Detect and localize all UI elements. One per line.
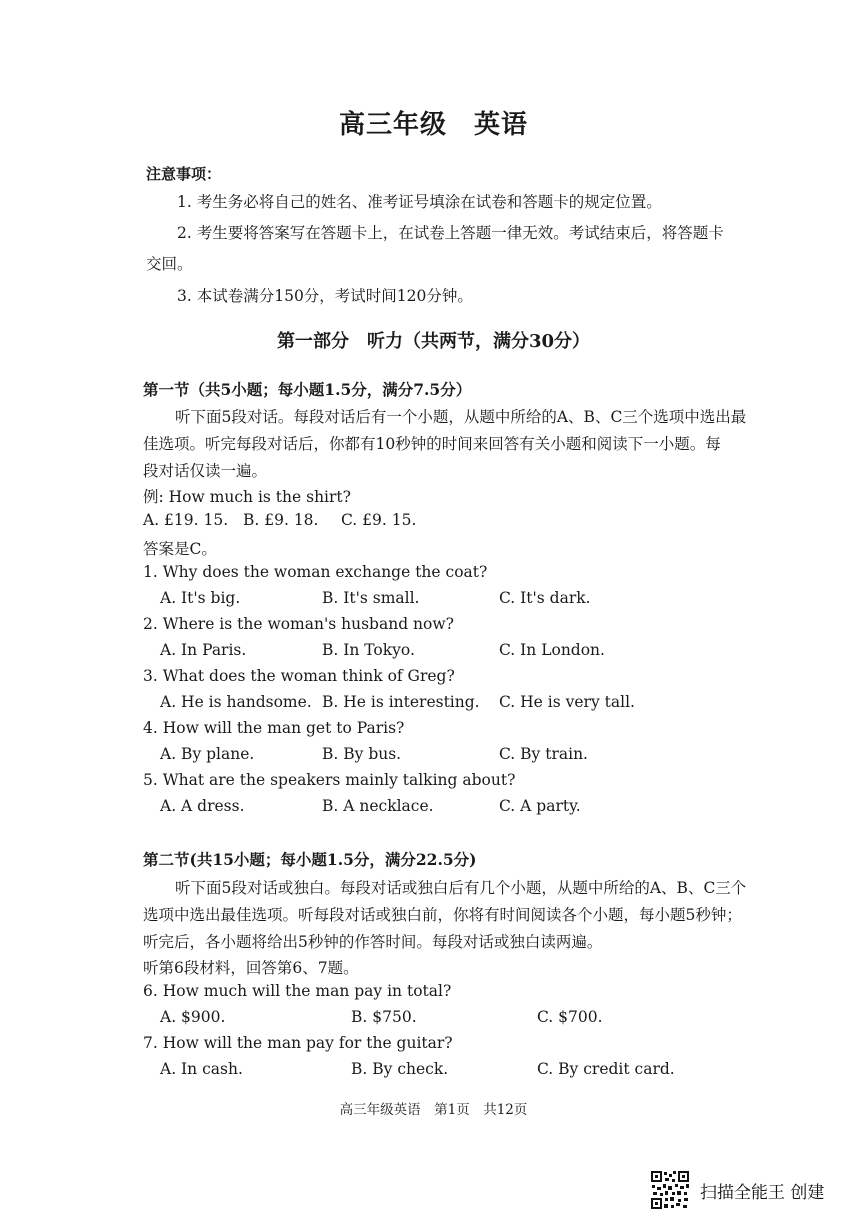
notice-item-1: 1. 考生务必将自己的姓名、准考证号填涂在试卷和答题卡的规定位置。: [177, 193, 662, 211]
notice-item-2: 2. 考生要将答案写在答题卡上，在试卷上答题一律无效。考试结束后，将答题卡: [177, 224, 724, 242]
q5-option-b: B. A necklace.: [322, 797, 434, 815]
qr-code-icon: [650, 1170, 690, 1210]
scanner-watermark: [650, 1170, 824, 1210]
section-one-heading: 第一节（共5小题；每小题1.5分，满分7.5分）: [143, 380, 472, 399]
question-5: 5. What are the speakers mainly talking about?: [143, 771, 516, 789]
q2-option-c: C. In London.: [499, 641, 605, 659]
question-4: 4. How will the man get to Paris?: [143, 719, 405, 737]
section-two-instruction-3: 听完后，各小题将给出5秒钟的作答时间。每段对话或独白读两遍。: [143, 933, 603, 951]
notice-heading: 注意事项：: [146, 165, 222, 183]
example-option-c: C. £9. 15.: [341, 511, 417, 529]
question-1: 1. Why does the woman exchange the coat?: [143, 563, 488, 581]
notice-item-2-cont: 交回。: [146, 255, 193, 273]
q3-option-a: A. He is handsome.: [160, 693, 312, 711]
q4-option-b: B. By bus.: [322, 745, 402, 763]
q7-option-b: B. By check.: [351, 1060, 449, 1078]
example-question: 例: How much is the shirt?: [143, 488, 351, 506]
q5-option-a: A. A dress.: [160, 797, 245, 815]
q3-option-b: B. He is interesting.: [322, 693, 480, 711]
q6-option-c: C. $700.: [537, 1008, 603, 1026]
section-one-instruction-1: 听下面5段对话。每段对话后有一个小题，从题中所给的A、B、C三个选项中选出最: [175, 408, 747, 426]
q1-option-a: A. It's big.: [160, 589, 241, 607]
section-one-instruction-3: 段对话仅读一遍。: [143, 462, 268, 480]
section-one-instruction-2: 佳选项。听完每段对话后，你都有10秒钟的时间来回答有关小题和阅读下一小题。每: [143, 435, 721, 453]
q6-option-b: B. $750.: [351, 1008, 417, 1026]
question-7: 7. How will the man pay for the guitar?: [143, 1034, 453, 1052]
q4-option-a: A. By plane.: [160, 745, 255, 763]
section-two-instruction-1: 听下面5段对话或独白。每段对话或独白后有几个小题，从题中所给的A、B、C三个: [175, 879, 747, 897]
q5-option-c: C. A party.: [499, 797, 581, 815]
example-option-a: A. £19. 15.: [143, 511, 229, 529]
example-answer: 答案是C。: [143, 540, 217, 558]
material-note: 听第6段材料，回答第6、7题。: [143, 959, 359, 977]
scanner-watermark-text: 扫描全能王 创建: [700, 1182, 825, 1203]
q2-option-b: B. In Tokyo.: [322, 641, 415, 659]
q1-option-c: C. It's dark.: [499, 589, 591, 607]
q6-option-a: A. $900.: [160, 1008, 226, 1026]
q2-option-a: A. In Paris.: [160, 641, 247, 659]
notice-item-3: 3. 本试卷满分150分，考试时间120分钟。: [177, 287, 473, 305]
section-two-instruction-2: 选项中选出最佳选项。听每段对话或独白前，你将有时间阅读各个小题，每小题5秒钟；: [143, 906, 742, 924]
question-6: 6. How much will the man pay in total?: [143, 982, 452, 1000]
question-3: 3. What does the woman think of Greg?: [143, 667, 455, 685]
q1-option-b: B. It's small.: [322, 589, 420, 607]
q7-option-a: A. In cash.: [160, 1060, 243, 1078]
question-2: 2. Where is the woman's husband now?: [143, 615, 454, 633]
q7-option-c: C. By credit card.: [537, 1060, 675, 1078]
example-option-b: B. £9. 18.: [243, 511, 319, 529]
q3-option-c: C. He is very tall.: [499, 693, 635, 711]
section-two-heading: 第二节(共15小题；每小题1.5分，满分22.5分): [143, 850, 477, 869]
page-title: 高三年级 英语: [338, 110, 528, 140]
part-one-title: 第一部分 听力（共两节，满分30分）: [276, 331, 591, 352]
q4-option-c: C. By train.: [499, 745, 588, 763]
page-footer: 高三年级英语 第1页 共12页: [339, 1102, 528, 1118]
